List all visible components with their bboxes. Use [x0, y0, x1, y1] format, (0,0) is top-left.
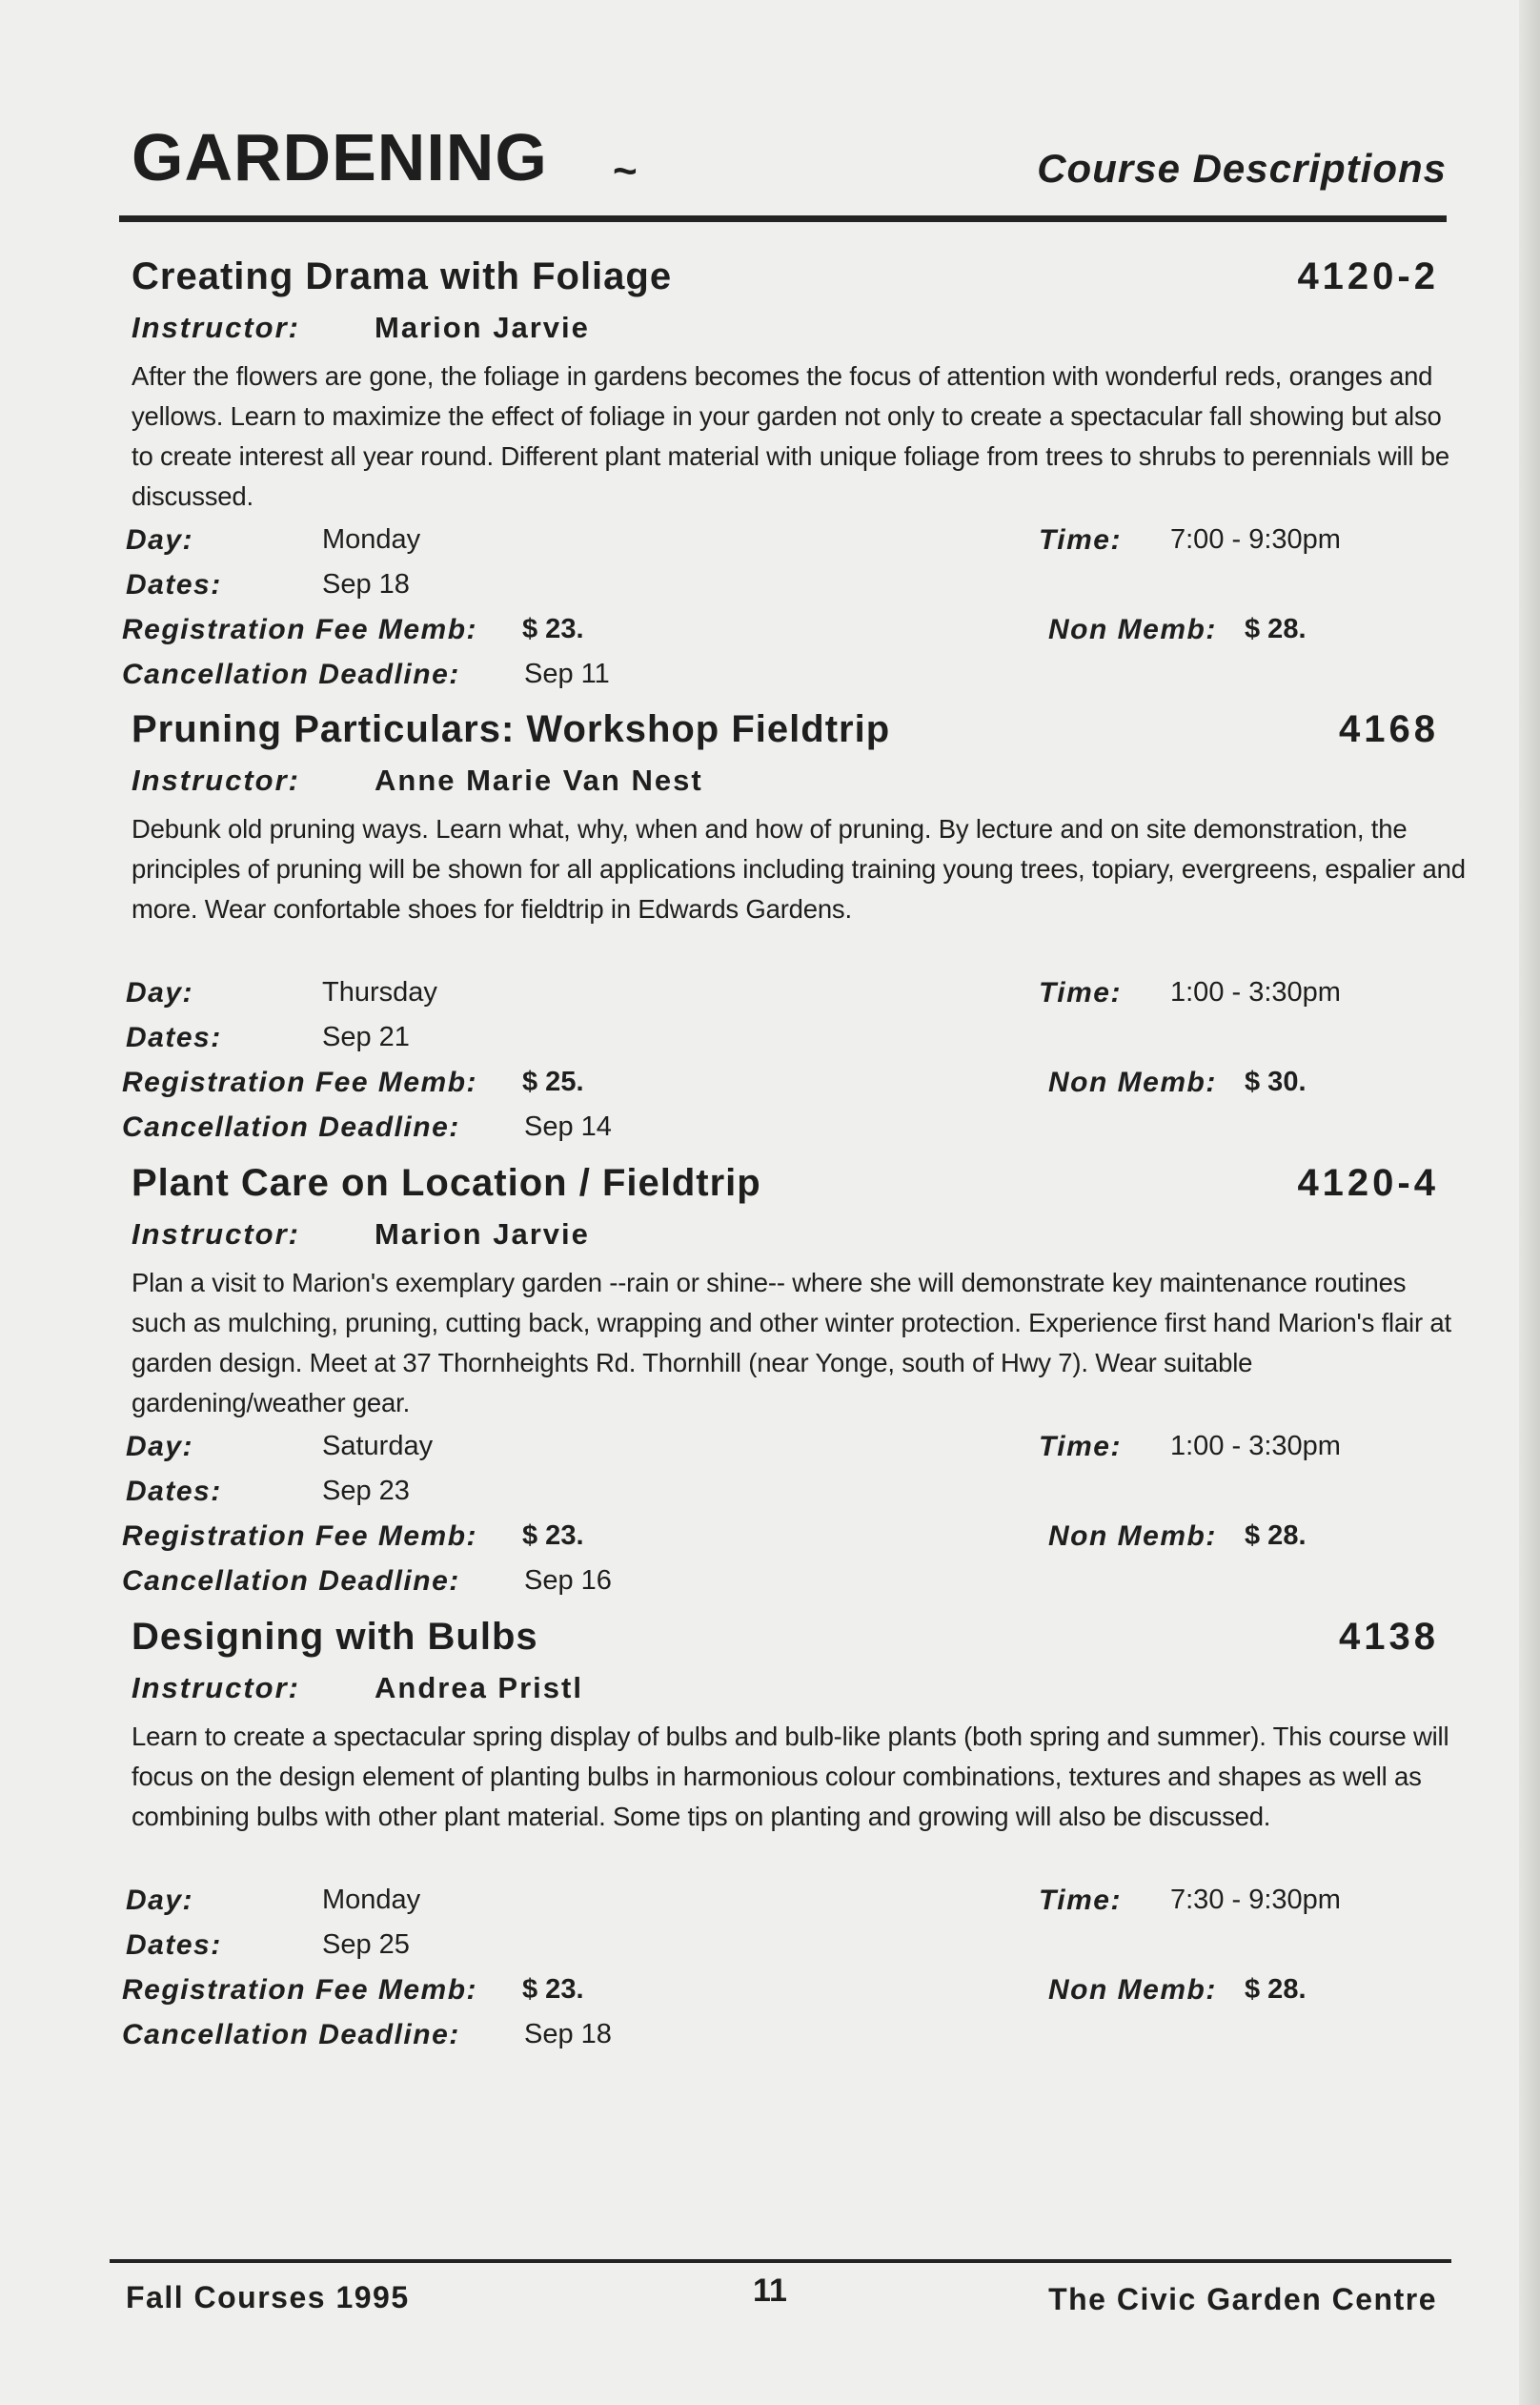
- cancellation-deadline-value: Sep 16: [524, 1565, 612, 1596]
- page-subtitle: Course Descriptions: [1037, 146, 1447, 191]
- course-code: 4138: [1339, 1616, 1439, 1658]
- dates-label: Dates:: [126, 1022, 222, 1053]
- instructor-label: Instructor:: [132, 311, 300, 344]
- cancellation-deadline-label: Cancellation Deadline:: [122, 1111, 460, 1143]
- dates-label: Dates:: [126, 569, 222, 601]
- instructor-label: Instructor:: [132, 1671, 300, 1704]
- course-description: Plan a visit to Marion's exemplary garden --rain or shine-- where she will demonstrate key maintenance routines such as mulching, pruning, cutting back, wrapping and other winter protection. Experience first hand Marion's flair at garden design. Meet at 37 Thornheights Rd. Thornhill (near Yonge, south of Hwy 7). Wear suitable gardening/weather gear.: [132, 1268, 1451, 1417]
- course-code: 4120-2: [1297, 255, 1439, 297]
- page-title: GARDENING: [132, 120, 548, 194]
- non-member-label: Non Memb:: [1048, 1520, 1217, 1552]
- footer-season: Fall Courses 1995: [126, 2280, 410, 2314]
- page-edge: [1519, 0, 1540, 2405]
- page-header: [132, 119, 1447, 214]
- course-title: Plant Care on Location / Fieldtrip: [132, 1162, 761, 1204]
- non-member-fee: $ 28.: [1245, 1520, 1307, 1551]
- page-number: 11: [753, 2273, 787, 2309]
- course-entry: [122, 255, 1466, 703]
- instructor-name: Marion Jarvie: [375, 311, 590, 344]
- dates-value: Sep 25: [322, 1929, 410, 1960]
- day-label: Day:: [126, 1885, 194, 1916]
- title-separator: ~: [613, 148, 638, 194]
- registration-fee-label: Registration Fee Memb:: [122, 614, 478, 645]
- dates-label: Dates:: [126, 1476, 222, 1507]
- registration-fee-label: Registration Fee Memb:: [122, 1974, 478, 2006]
- course-title: Creating Drama with Foliage: [132, 255, 673, 297]
- member-fee: $ 23.: [522, 1974, 584, 2005]
- course-title: Designing with Bulbs: [132, 1616, 538, 1658]
- cancellation-deadline-label: Cancellation Deadline:: [122, 1565, 460, 1597]
- time-value: 7:30 - 9:30pm: [1170, 1885, 1341, 1915]
- dates-value: Sep 18: [322, 569, 410, 600]
- non-member-label: Non Memb:: [1048, 614, 1217, 645]
- course-code: 4120-4: [1297, 1162, 1439, 1204]
- day-value: Monday: [322, 1885, 421, 1915]
- instructor-name: Marion Jarvie: [375, 1217, 590, 1251]
- instructor-label: Instructor:: [132, 1217, 300, 1251]
- cancellation-deadline-value: Sep 18: [524, 2019, 612, 2049]
- dates-value: Sep 21: [322, 1022, 410, 1052]
- day-value: Saturday: [322, 1431, 434, 1461]
- course-code: 4168: [1339, 708, 1439, 750]
- non-member-fee: $ 30.: [1245, 1067, 1307, 1097]
- member-fee: $ 25.: [522, 1067, 584, 1097]
- member-fee: $ 23.: [522, 1520, 584, 1551]
- cancellation-deadline-value: Sep 14: [524, 1111, 612, 1142]
- course-entry: [122, 1162, 1466, 1610]
- registration-fee-label: Registration Fee Memb:: [122, 1067, 478, 1098]
- time-value: 1:00 - 3:30pm: [1170, 977, 1341, 1008]
- member-fee: $ 23.: [522, 614, 584, 644]
- dates-value: Sep 23: [322, 1476, 410, 1506]
- course-entry: [122, 708, 1466, 1156]
- time-label: Time:: [1039, 1885, 1122, 1916]
- day-label: Day:: [126, 1431, 194, 1462]
- course-entry: [122, 1616, 1466, 2064]
- registration-fee-label: Registration Fee Memb:: [122, 1520, 478, 1552]
- day-label: Day:: [126, 977, 194, 1009]
- non-member-fee: $ 28.: [1245, 614, 1307, 644]
- time-label: Time:: [1039, 1431, 1122, 1462]
- dates-label: Dates:: [126, 1929, 222, 1961]
- instructor-name: Anne Marie Van Nest: [375, 764, 703, 797]
- day-label: Day:: [126, 524, 194, 556]
- course-title: Pruning Particulars: Workshop Fieldtrip: [132, 708, 891, 750]
- non-member-label: Non Memb:: [1048, 1067, 1217, 1098]
- course-description: Learn to create a spectacular spring display of bulbs and bulb-like plants (both spring and summer). This course will focus on the design element of planting bulbs in harmonious colour combinations, textures and shapes as well as combining bulbs with other plant material. Some tips on planting and growing will also be discussed.: [132, 1722, 1449, 1831]
- footer-organization: The Civic Garden Centre: [1048, 2282, 1437, 2316]
- instructor-name: Andrea Pristl: [375, 1671, 583, 1704]
- cancellation-deadline-label: Cancellation Deadline:: [122, 659, 460, 690]
- cancellation-deadline-value: Sep 11: [524, 659, 610, 689]
- footer-rule: [110, 2259, 1451, 2263]
- instructor-label: Instructor:: [132, 764, 300, 797]
- day-value: Monday: [322, 524, 421, 555]
- header-rule: [119, 215, 1447, 222]
- cancellation-deadline-label: Cancellation Deadline:: [122, 2019, 460, 2050]
- time-value: 7:00 - 9:30pm: [1170, 524, 1341, 555]
- time-label: Time:: [1039, 524, 1122, 556]
- day-value: Thursday: [322, 977, 437, 1008]
- course-description: Debunk old pruning ways. Learn what, why, when and how of pruning. By lecture and on site demonstration, the principles of pruning will be shown for all applications including training young trees, topiary, evergreens, espalier and more. Wear confortable shoes for fieldtrip in Edwards Gardens.: [132, 814, 1466, 924]
- non-member-label: Non Memb:: [1048, 1974, 1217, 2006]
- course-description: After the flowers are gone, the foliage in gardens becomes the focus of attention with wonderful reds, oranges and yellows. Learn to maximize the effect of foliage in your garden not only to create a spectacular fall showing but also to create interest all year round. Different plant material with unique foliage from trees to shrubs to perennials will be discussed.: [132, 361, 1449, 511]
- time-value: 1:00 - 3:30pm: [1170, 1431, 1341, 1461]
- time-label: Time:: [1039, 977, 1122, 1009]
- non-member-fee: $ 28.: [1245, 1974, 1307, 2005]
